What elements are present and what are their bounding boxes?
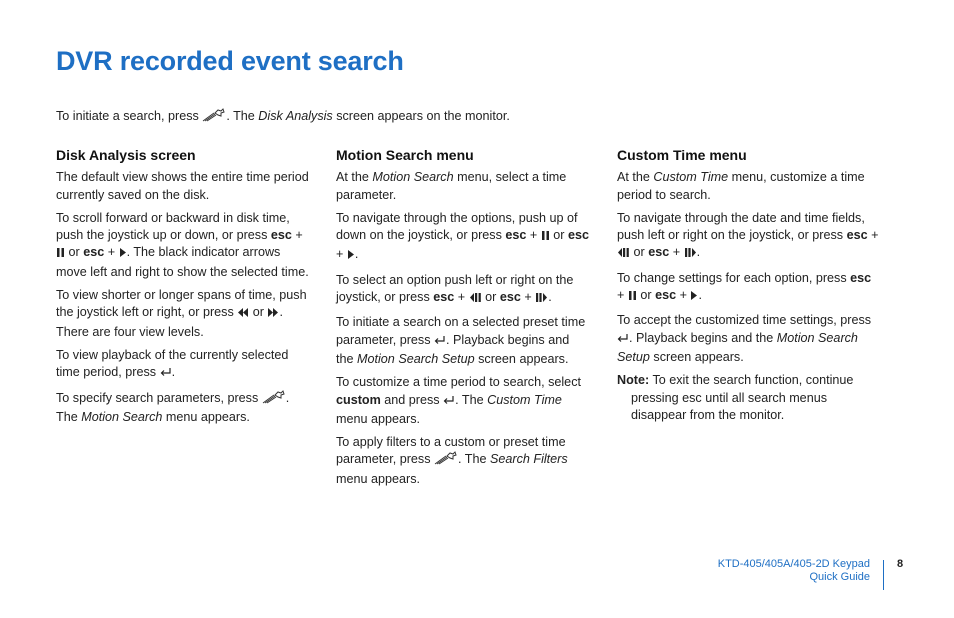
paragraph: To view playback of the currently selected time period, press . <box>56 347 314 384</box>
step-back-icon <box>469 291 482 308</box>
key-label: esc <box>433 290 455 305</box>
step-forward-icon <box>535 291 548 308</box>
intro-emphasis: Disk Analysis <box>258 109 333 123</box>
enter-icon <box>160 366 172 383</box>
footer-doc-title <box>718 558 870 584</box>
paragraph: At the Custom Time menu, customize a time period to search. <box>617 170 865 202</box>
intro-text: To initiate a search, press <box>56 109 203 123</box>
motion-search-section <box>336 147 590 494</box>
footer-divider <box>883 560 884 590</box>
key-label: esc <box>83 245 105 260</box>
step-back-icon <box>617 246 630 263</box>
page-title: DVR recorded event search <box>56 46 404 76</box>
paragraph: To select an option push left or right on the joystick, or press esc + or esc + . <box>336 272 590 309</box>
custom-time-section <box>617 147 879 430</box>
paragraph: To change settings for each option, press esc + or esc + . <box>617 270 879 307</box>
paragraph: To customize a time period to search, select custom and press . The Custom Time menu appears. <box>336 375 581 426</box>
pause-icon <box>56 246 65 263</box>
note-text: To exit the search function, continue pressing esc until all search menus disappear from the monitor. <box>631 373 854 422</box>
intro-paragraph <box>56 108 510 127</box>
note-label: Note: <box>617 373 650 388</box>
rewind-icon <box>237 306 249 323</box>
search-wand-icon <box>262 390 286 409</box>
paragraph: The default view shows the entire time period currently saved on the disk. <box>56 170 309 202</box>
search-wand-icon <box>202 108 226 127</box>
pause-icon <box>628 289 637 306</box>
play-icon <box>347 248 355 265</box>
footer-line-2: Quick Guide <box>809 571 870 583</box>
enter-icon <box>443 394 455 411</box>
search-wand-icon <box>434 451 458 470</box>
step-forward-icon <box>684 246 697 263</box>
paragraph: At the Motion Search menu, select a time parameter. <box>336 170 567 202</box>
paragraph: To specify search parameters, press . The Motion Search menu appears. <box>56 390 290 424</box>
paragraph: To view shorter or longer spans of time, push the joystick left or right, or press or . There are four view levels. <box>56 288 307 339</box>
fast-forward-icon <box>267 306 279 323</box>
key-label: esc <box>499 290 521 305</box>
paragraph: To apply filters to a custom or preset time parameter, press . The Search Filters menu appears. <box>336 435 568 486</box>
key-label: esc <box>648 245 670 260</box>
section-heading: Motion Search menu <box>336 147 474 163</box>
intro-text: . The <box>226 109 259 123</box>
footer-line-1: KTD-405/405A/405-2D Keypad <box>717 558 870 570</box>
paragraph: To scroll forward or backward in disk time, push the joystick up or down, or press esc + or esc + . The black indicator arrows move left and right to show the selected time. <box>56 210 309 279</box>
paragraph: To navigate through the date and time fields, push left or right on the joystick, or press esc + or esc + . <box>617 210 879 264</box>
pause-icon <box>541 229 550 246</box>
key-label: esc <box>270 228 292 243</box>
play-icon <box>119 246 127 263</box>
enter-icon <box>434 334 446 351</box>
paragraph: To navigate through the options, push up of down on the joystick, or press esc + or esc + . <box>336 210 590 266</box>
intro-text: screen appears on the monitor. <box>332 109 510 123</box>
enter-icon <box>617 332 629 349</box>
paragraph: To initiate a search on a selected preset time parameter, press . Playback begins and the Motion Search Setup screen appears. <box>336 315 586 366</box>
disk-analysis-section <box>56 147 314 432</box>
key-label: esc <box>505 228 527 243</box>
section-heading: Custom Time menu <box>617 147 747 163</box>
key-label: esc <box>846 228 868 243</box>
note <box>617 372 879 424</box>
key-label: esc <box>655 288 677 303</box>
key-label: custom <box>336 392 381 407</box>
section-heading: Disk Analysis screen <box>56 147 196 163</box>
key-label: esc <box>567 228 589 243</box>
page-number: 8 <box>897 558 904 570</box>
paragraph: To accept the customized time settings, press . Playback begins and the Motion Search Setup screen appears. <box>617 313 872 364</box>
key-label: esc <box>850 270 872 285</box>
